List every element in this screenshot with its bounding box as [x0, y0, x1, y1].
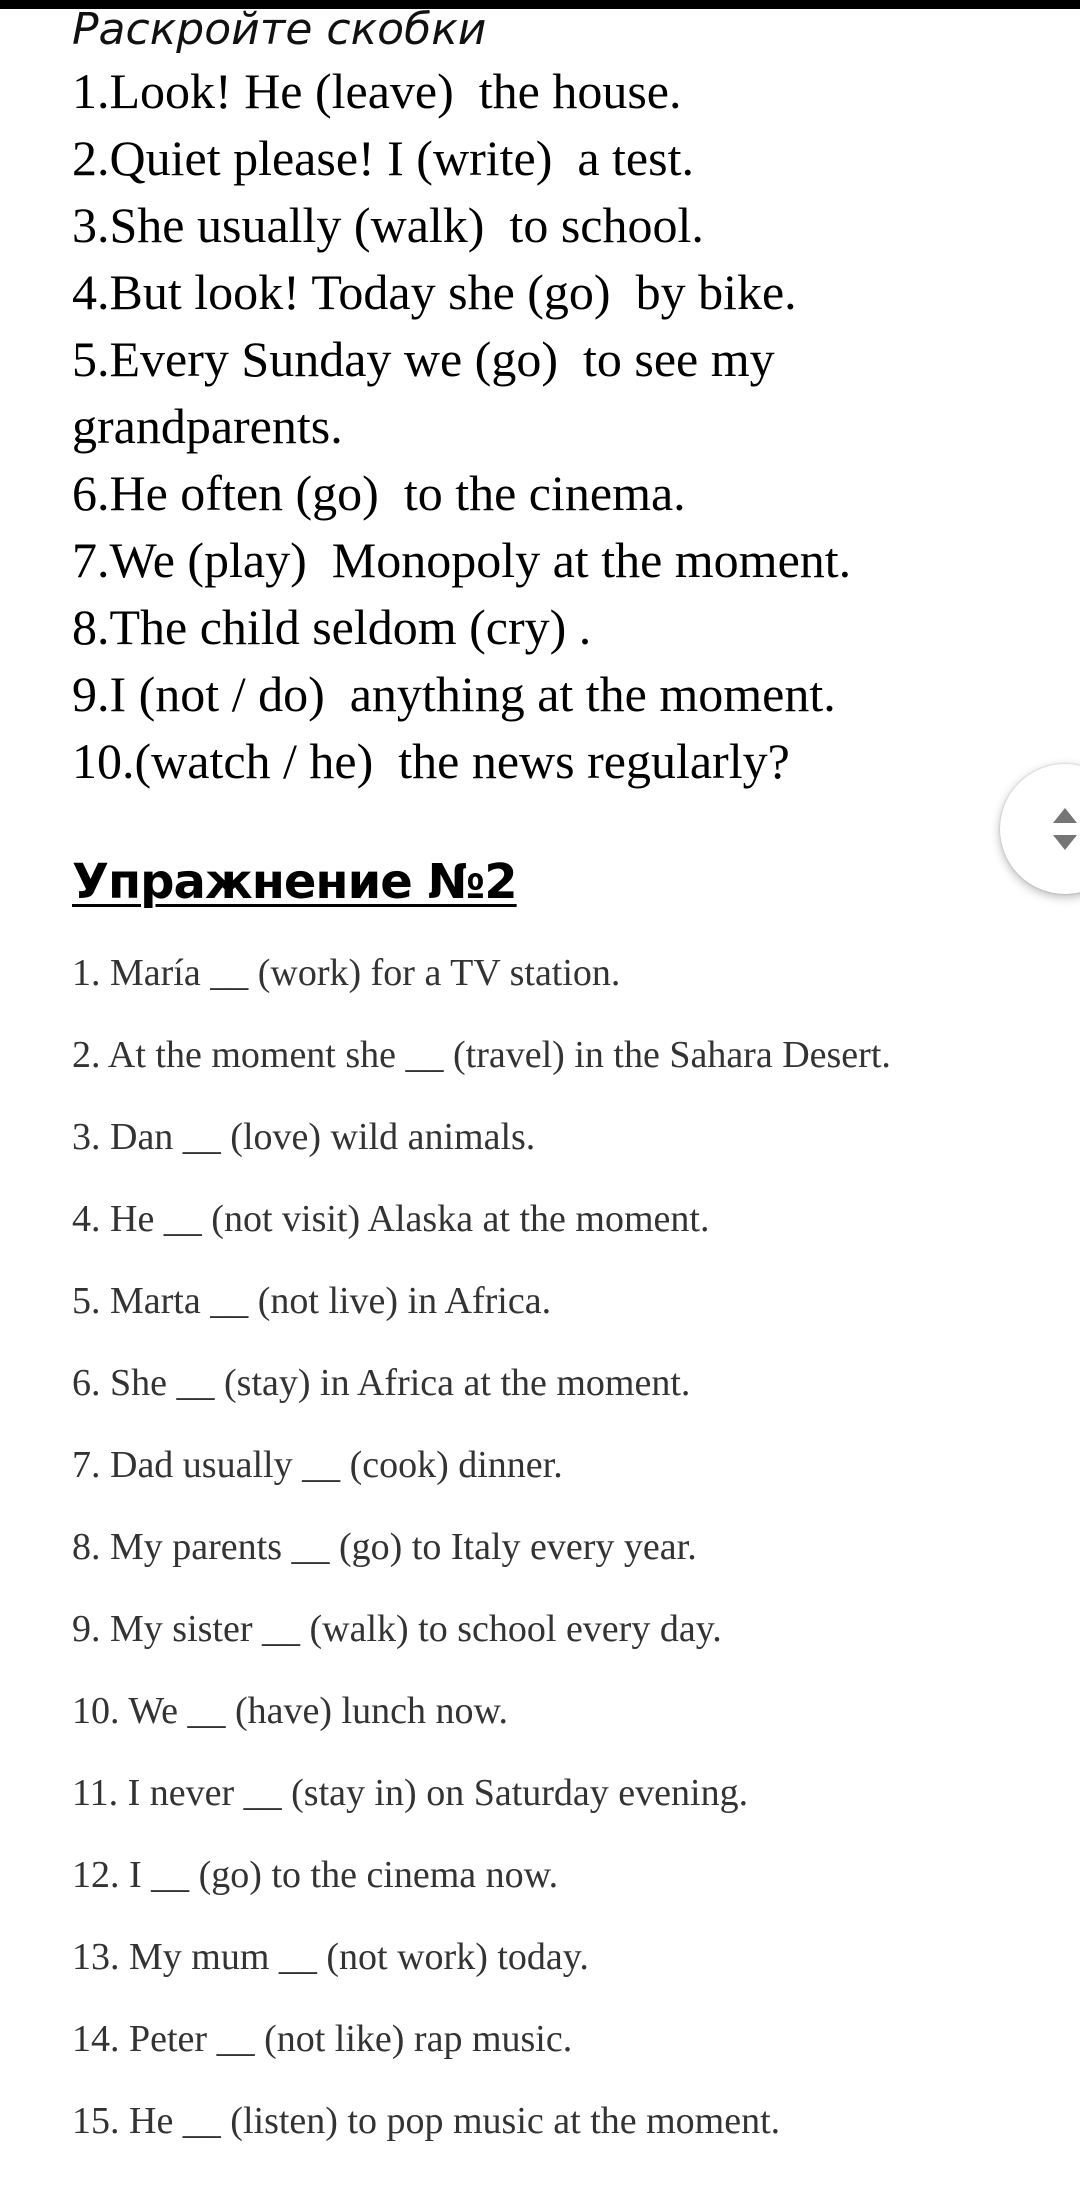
exercise2-heading: Упражнение №2 — [72, 854, 517, 910]
exercise1-item: 1.Look! He (leave) the house. — [72, 63, 682, 119]
exercise2-list — [72, 932, 1052, 2162]
exercise1-item: 3.She usually (walk) to school. — [72, 197, 704, 253]
exercise2-item: 11. I never __ (stay in) on Saturday evening. — [72, 1772, 749, 1814]
document-body — [72, 0, 1052, 2162]
exercise1-list — [72, 58, 1052, 795]
exercise1-item: 6.He often (go) to the cinema. — [72, 465, 686, 521]
exercise1-item: 8.The child seldom (cry) . — [72, 599, 592, 655]
exercise2-item: 6. She __ (stay) in Africa at the moment. — [72, 1362, 691, 1404]
exercise1-item: 5.Every Sunday we (go) to see my grandparents. — [72, 331, 788, 454]
exercise2-item: 12. I __ (go) to the cinema now. — [72, 1854, 559, 1896]
exercise1-item: 9.I (not / do) anything at the moment. — [72, 666, 836, 722]
exercise2-item: 5. Marta __ (not live) in Africa. — [72, 1280, 552, 1322]
exercise1-item: 2.Quiet please! I (write) a test. — [72, 130, 694, 186]
up-down-arrows-icon — [1040, 804, 1080, 854]
exercise2-item: 15. He __ (listen) to pop music at the moment. — [72, 2100, 781, 2142]
exercise1-subtitle: Раскройте скобки — [72, 4, 487, 55]
exercise1-item: 7.We (play) Monopoly at the moment. — [72, 532, 852, 588]
exercise2-item: 9. My sister __ (walk) to school every day. — [72, 1608, 722, 1650]
exercise2-item: 4. He __ (not visit) Alaska at the moment. — [72, 1198, 710, 1240]
exercise2-item: 14. Peter __ (not like) rap music. — [72, 2018, 573, 2060]
exercise2-item: 3. Dan __ (love) wild animals. — [72, 1116, 536, 1158]
exercise1-item: 10.(watch / he) the news regularly? — [72, 733, 790, 789]
exercise2-item: 13. My mum __ (not work) today. — [72, 1936, 589, 1978]
exercise2-item: 2. At the moment she __ (travel) in the Sahara Desert. — [72, 1034, 891, 1076]
exercise1-item: 4.But look! Today she (go) by bike. — [72, 264, 797, 320]
exercise2-item: 10. We __ (have) lunch now. — [72, 1690, 508, 1732]
exercise2-item: 8. My parents __ (go) to Italy every year. — [72, 1526, 697, 1568]
exercise2-item: 1. María __ (work) for a TV station. — [72, 952, 621, 994]
exercise2-item: 7. Dad usually __ (cook) dinner. — [72, 1444, 563, 1486]
